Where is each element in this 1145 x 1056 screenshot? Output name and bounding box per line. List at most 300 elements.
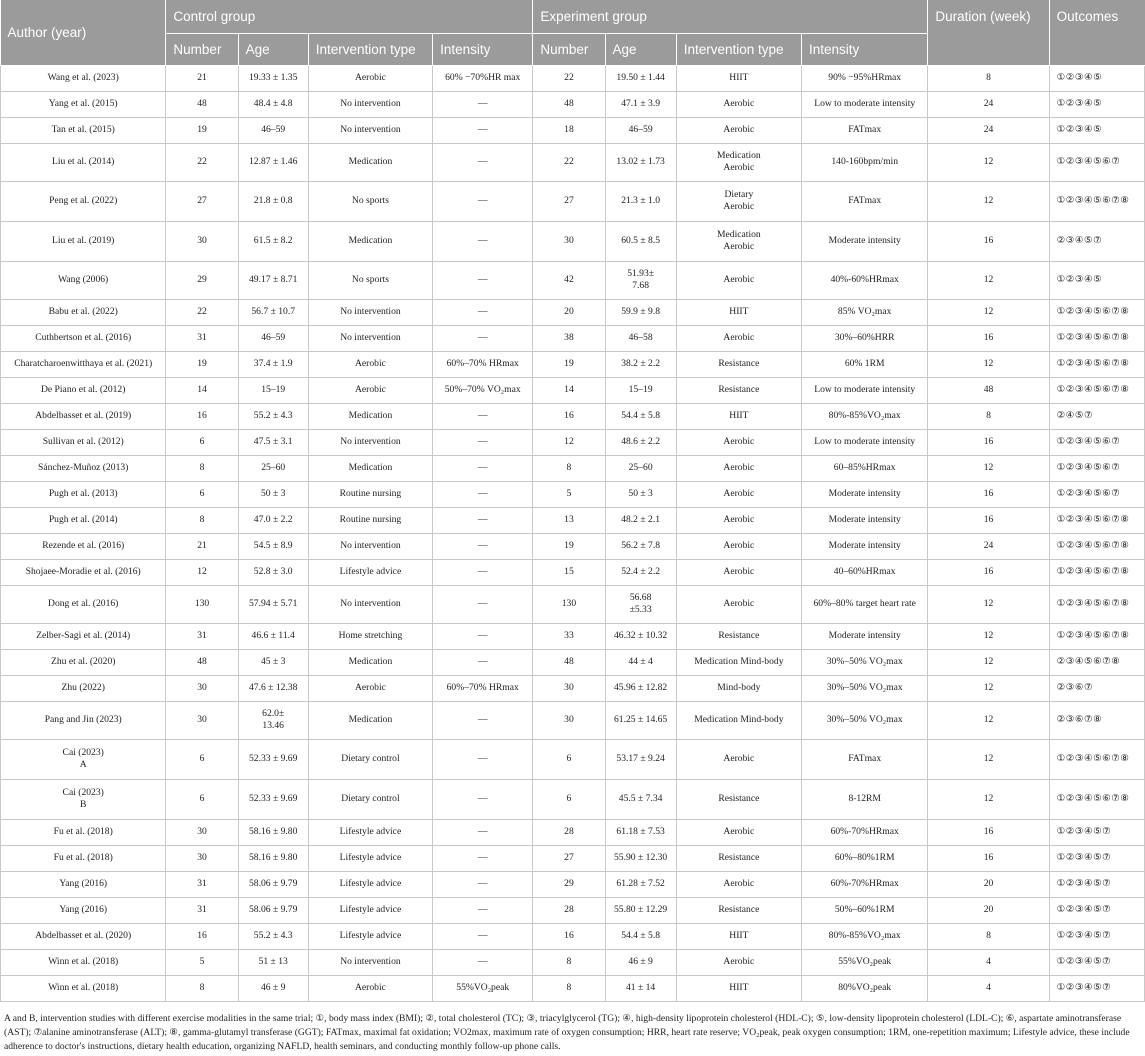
cell-experiment-intensity: 60%-70%HRmax — [802, 819, 928, 845]
cell-control-intensity: — — [433, 403, 533, 429]
cell-outcomes: ①②③④⑤⑥⑦⑧ — [1049, 623, 1144, 649]
cell-experiment-intensity: Moderate intensity — [802, 221, 928, 261]
cell-control-age: 58.16 ± 9.80 — [238, 819, 308, 845]
cell-control-intervention: No intervention — [308, 91, 432, 117]
cell-control-intensity: 60%–70% HRmax — [433, 675, 533, 701]
cell-author: Liu et al. (2019) — [1, 221, 166, 261]
cell-control-intervention: Lifestyle advice — [308, 871, 432, 897]
table-row — [1, 845, 1145, 871]
cell-duration: 16 — [928, 845, 1049, 871]
cell-control-intensity: — — [433, 261, 533, 299]
cell-experiment-intervention: Medication Mind-body — [676, 701, 801, 739]
cell-control-intervention: Medication — [308, 701, 432, 739]
cell-control-intervention: Aerobic — [308, 975, 432, 1001]
cell-author: Zhu et al. (2020) — [1, 649, 166, 675]
cell-experiment-number: 8 — [533, 949, 605, 975]
cell-experiment-age: 56.2 ± 7.8 — [605, 533, 676, 559]
cell-experiment-age: 25–60 — [605, 455, 676, 481]
table-row — [1, 377, 1145, 403]
cell-experiment-intensity: Moderate intensity — [802, 623, 928, 649]
cell-outcomes: ①②③④⑤⑦ — [1049, 949, 1144, 975]
cell-outcomes: ②③⑥⑦ — [1049, 675, 1144, 701]
cell-author: Wang et al. (2023) — [1, 65, 166, 91]
cell-control-intensity: — — [433, 507, 533, 533]
cell-experiment-age: 48.2 ± 2.1 — [605, 507, 676, 533]
table-row — [1, 975, 1145, 1001]
cell-control-intervention: Medication — [308, 221, 432, 261]
table-row — [1, 871, 1145, 897]
cell-experiment-intervention: Medication Mind-body — [676, 649, 801, 675]
header-experiment-number: Number — [533, 33, 605, 65]
table-row — [1, 403, 1145, 429]
cell-author: Yang (2016) — [1, 871, 166, 897]
cell-control-number: 6 — [166, 739, 238, 779]
cell-duration: 16 — [928, 559, 1049, 585]
cell-outcomes: ①②③④⑤⑥⑦ — [1049, 429, 1144, 455]
cell-experiment-number: 6 — [533, 779, 605, 819]
cell-outcomes: ①②③④⑤⑥⑦ — [1049, 481, 1144, 507]
cell-experiment-age: 19.50 ± 1.44 — [605, 65, 676, 91]
cell-experiment-number: 13 — [533, 507, 605, 533]
cell-duration: 24 — [928, 533, 1049, 559]
cell-duration: 16 — [928, 429, 1049, 455]
cell-experiment-age: 56.68 ±5.33 — [605, 585, 676, 623]
cell-experiment-intensity: 40%-60%HRmax — [802, 261, 928, 299]
cell-control-age: 55.2 ± 4.3 — [238, 403, 308, 429]
cell-control-number: 22 — [166, 299, 238, 325]
cell-experiment-number: 27 — [533, 845, 605, 871]
cell-control-age: 58.06 ± 9.79 — [238, 871, 308, 897]
cell-experiment-age: 61.25 ± 14.65 — [605, 701, 676, 739]
table-row — [1, 325, 1145, 351]
header-outcomes: Outcomes — [1049, 0, 1144, 65]
cell-experiment-intensity: 40–60%HRmax — [802, 559, 928, 585]
cell-control-age: 57.94 ± 5.71 — [238, 585, 308, 623]
cell-experiment-age: 47.1 ± 3.9 — [605, 91, 676, 117]
cell-experiment-intervention: HIIT — [676, 299, 801, 325]
cell-control-intensity: — — [433, 585, 533, 623]
cell-duration: 12 — [928, 779, 1049, 819]
cell-outcomes: ①②③④⑤⑦ — [1049, 871, 1144, 897]
cell-experiment-intervention: HIIT — [676, 923, 801, 949]
cell-experiment-intensity: 80%-85%VO₂max — [802, 403, 928, 429]
cell-experiment-number: 22 — [533, 65, 605, 91]
table-row — [1, 91, 1145, 117]
cell-control-intervention: No intervention — [308, 299, 432, 325]
cell-author: Pang and Jin (2023) — [1, 701, 166, 739]
cell-experiment-number: 29 — [533, 871, 605, 897]
cell-outcomes: ①②③④⑤⑦ — [1049, 897, 1144, 923]
cell-experiment-intensity: 60%–80% target heart rate — [802, 585, 928, 623]
cell-control-intensity: — — [433, 299, 533, 325]
cell-experiment-age: 21.3 ± 1.0 — [605, 181, 676, 221]
table-body — [1, 65, 1145, 1001]
cell-outcomes: ①②③④⑤ — [1049, 261, 1144, 299]
cell-experiment-number: 48 — [533, 649, 605, 675]
cell-control-intensity: — — [433, 871, 533, 897]
cell-experiment-number: 15 — [533, 559, 605, 585]
cell-experiment-number: 14 — [533, 377, 605, 403]
cell-control-intervention: Dietary control — [308, 739, 432, 779]
table-row — [1, 559, 1145, 585]
cell-control-intervention: No intervention — [308, 117, 432, 143]
cell-control-age: 55.2 ± 4.3 — [238, 923, 308, 949]
cell-experiment-intervention: Aerobic — [676, 819, 801, 845]
cell-control-age: 56.7 ± 10.7 — [238, 299, 308, 325]
table-row — [1, 649, 1145, 675]
cell-control-number: 16 — [166, 923, 238, 949]
table-row — [1, 923, 1145, 949]
cell-experiment-intensity: 30%–60%HRR — [802, 325, 928, 351]
cell-experiment-number: 38 — [533, 325, 605, 351]
cell-control-intensity: 60%–70% HRmax — [433, 351, 533, 377]
cell-control-intervention: Lifestyle advice — [308, 559, 432, 585]
cell-experiment-intensity: Low to moderate intensity — [802, 91, 928, 117]
cell-outcomes: ①②③④⑤⑥⑦⑧ — [1049, 585, 1144, 623]
cell-control-age: 49.17 ± 8.71 — [238, 261, 308, 299]
cell-experiment-intervention: Aerobic — [676, 261, 801, 299]
cell-experiment-intervention: HIIT — [676, 65, 801, 91]
cell-experiment-age: 46–58 — [605, 325, 676, 351]
cell-experiment-intensity: 8-12RM — [802, 779, 928, 819]
cell-control-age: 61.5 ± 8.2 — [238, 221, 308, 261]
cell-control-age: 25–60 — [238, 455, 308, 481]
table-row — [1, 675, 1145, 701]
header-experiment-age: Age — [605, 33, 676, 65]
cell-experiment-age: 46 ± 9 — [605, 949, 676, 975]
cell-control-intervention: Lifestyle advice — [308, 845, 432, 871]
table-row — [1, 507, 1145, 533]
cell-control-number: 5 — [166, 949, 238, 975]
cell-author: Peng et al. (2022) — [1, 181, 166, 221]
cell-control-number: 21 — [166, 533, 238, 559]
cell-experiment-intensity: Moderate intensity — [802, 533, 928, 559]
cell-author: Pugh et al. (2013) — [1, 481, 166, 507]
cell-experiment-age: 59.9 ± 9.8 — [605, 299, 676, 325]
header-control-age: Age — [238, 33, 308, 65]
table-footnote: A and B, intervention studies with different exercise modalities in the same trial; ①, body mass index (BMI); ②, total cholesterol (TC); ③, triacylglycerol (TG); ④, high-density lipoprotein cholesterol (HDL-C); ⑤, low-density lipoprotein cholesterol (LDL-C); ⑥, aspartate aminotransferase (AST); ⑦alanine aminotransferase (ALT); ⑧, gamma-glutamyl transferase (GGT); FATmax, maximal fat oxidation; VO2max, maximum rate of oxygen consumption; HRR, heart rate reserve; VO₂peak, peak oxygen consumption; 1RM, one-repetition maximum; Lifestyle advice, these include adherence to doctor's instructions, dietary health education, organizing NAFLD, health seminars, and conducting monthly follow-up phone calls. — [4, 1013, 1130, 1052]
cell-control-intervention: Medication — [308, 143, 432, 181]
cell-control-intervention: Aerobic — [308, 675, 432, 701]
cell-control-intensity: 50%–70% VO₂max — [433, 377, 533, 403]
cell-outcomes: ①②③④⑤⑥⑦⑧ — [1049, 299, 1144, 325]
cell-experiment-number: 6 — [533, 739, 605, 779]
cell-experiment-intervention: Resistance — [676, 623, 801, 649]
cell-experiment-intervention: Aerobic — [676, 117, 801, 143]
cell-control-intervention: Routine nursing — [308, 507, 432, 533]
cell-outcomes: ①②③④⑤⑥⑦⑧ — [1049, 533, 1144, 559]
cell-duration: 48 — [928, 377, 1049, 403]
cell-experiment-age: 55.90 ± 12.30 — [605, 845, 676, 871]
cell-author: Tan et al. (2015) — [1, 117, 166, 143]
cell-outcomes: ②③⑥⑦⑧ — [1049, 701, 1144, 739]
cell-experiment-number: 28 — [533, 819, 605, 845]
cell-experiment-number: 8 — [533, 455, 605, 481]
cell-duration: 12 — [928, 455, 1049, 481]
cell-outcomes: ②③④⑤⑥⑦⑧ — [1049, 649, 1144, 675]
cell-duration: 12 — [928, 181, 1049, 221]
cell-outcomes: ①②③④⑤⑥⑦⑧ — [1049, 325, 1144, 351]
cell-experiment-age: 48.6 ± 2.2 — [605, 429, 676, 455]
cell-experiment-intervention: Aerobic — [676, 559, 801, 585]
cell-author: Dong et al. (2016) — [1, 585, 166, 623]
cell-experiment-number: 5 — [533, 481, 605, 507]
cell-duration: 24 — [928, 91, 1049, 117]
cell-duration: 4 — [928, 949, 1049, 975]
cell-control-intensity: — — [433, 779, 533, 819]
cell-control-age: 47.5 ± 3.1 — [238, 429, 308, 455]
cell-duration: 16 — [928, 481, 1049, 507]
cell-control-age: 21.8 ± 0.8 — [238, 181, 308, 221]
cell-control-number: 30 — [166, 701, 238, 739]
cell-experiment-intensity: 80%VO₂peak — [802, 975, 928, 1001]
cell-control-age: 46–59 — [238, 325, 308, 351]
cell-experiment-age: 52.4 ± 2.2 — [605, 559, 676, 585]
cell-control-intensity: — — [433, 739, 533, 779]
cell-experiment-number: 19 — [533, 533, 605, 559]
cell-author: Sullivan et al. (2012) — [1, 429, 166, 455]
cell-experiment-intervention: Medication Aerobic — [676, 221, 801, 261]
cell-experiment-intervention: Aerobic — [676, 585, 801, 623]
cell-experiment-age: 54.4 ± 5.8 — [605, 923, 676, 949]
cell-experiment-age: 60.5 ± 8.5 — [605, 221, 676, 261]
header-control-number: Number — [166, 33, 238, 65]
cell-control-number: 27 — [166, 181, 238, 221]
cell-control-number: 8 — [166, 975, 238, 1001]
header-control-group: Control group — [166, 0, 533, 33]
cell-experiment-number: 27 — [533, 181, 605, 221]
table-row — [1, 779, 1145, 819]
header-control-intervention: Intervention type — [308, 33, 432, 65]
table-row — [1, 739, 1145, 779]
cell-control-number: 6 — [166, 429, 238, 455]
cell-author: Pugh et al. (2014) — [1, 507, 166, 533]
cell-control-age: 52.8 ± 3.0 — [238, 559, 308, 585]
cell-control-number: 14 — [166, 377, 238, 403]
cell-experiment-intervention: Resistance — [676, 779, 801, 819]
cell-experiment-age: 15–19 — [605, 377, 676, 403]
cell-experiment-intervention: HIIT — [676, 403, 801, 429]
cell-control-number: 48 — [166, 649, 238, 675]
cell-experiment-intervention: Aerobic — [676, 949, 801, 975]
cell-author: Cai (2023) A — [1, 739, 166, 779]
cell-experiment-intensity: FATmax — [802, 117, 928, 143]
cell-author: Sánchez-Muñoz (2013) — [1, 455, 166, 481]
cell-control-intervention: No sports — [308, 181, 432, 221]
cell-control-intensity: — — [433, 221, 533, 261]
cell-experiment-number: 18 — [533, 117, 605, 143]
cell-outcomes: ①②③④⑤⑥⑦ — [1049, 143, 1144, 181]
cell-author: Yang (2016) — [1, 897, 166, 923]
cell-control-number: 12 — [166, 559, 238, 585]
cell-outcomes: ①②③④⑤⑥⑦ — [1049, 455, 1144, 481]
cell-outcomes: ①②③④⑤⑥⑦⑧ — [1049, 377, 1144, 403]
table-row — [1, 949, 1145, 975]
cell-control-number: 31 — [166, 623, 238, 649]
cell-experiment-intensity: 90% −95%HRmax — [802, 65, 928, 91]
cell-experiment-intervention: Resistance — [676, 897, 801, 923]
cell-control-age: 15–19 — [238, 377, 308, 403]
cell-experiment-number: 20 — [533, 299, 605, 325]
cell-experiment-intervention: HIIT — [676, 975, 801, 1001]
cell-experiment-number: 19 — [533, 351, 605, 377]
table-row — [1, 897, 1145, 923]
cell-experiment-intensity: FATmax — [802, 739, 928, 779]
table-row — [1, 261, 1145, 299]
cell-outcomes: ①②③④⑤⑥⑦⑧ — [1049, 559, 1144, 585]
cell-duration: 8 — [928, 403, 1049, 429]
cell-outcomes: ①②③④⑤⑥⑦⑧ — [1049, 779, 1144, 819]
header-experiment-group: Experiment group — [533, 0, 928, 33]
cell-control-number: 6 — [166, 779, 238, 819]
cell-control-intervention: Aerobic — [308, 65, 432, 91]
cell-control-age: 46 ± 9 — [238, 975, 308, 1001]
cell-control-number: 8 — [166, 507, 238, 533]
cell-experiment-intervention: Aerobic — [676, 871, 801, 897]
cell-control-number: 19 — [166, 351, 238, 377]
cell-author: Winn et al. (2018) — [1, 975, 166, 1001]
cell-experiment-intensity: 30%–50% VO₂max — [802, 649, 928, 675]
cell-experiment-intervention: Aerobic — [676, 325, 801, 351]
cell-author: Yang et al. (2015) — [1, 91, 166, 117]
cell-control-number: 48 — [166, 91, 238, 117]
cell-control-intensity: — — [433, 117, 533, 143]
cell-control-number: 8 — [166, 455, 238, 481]
cell-duration: 16 — [928, 325, 1049, 351]
cell-author: Fu et al. (2018) — [1, 819, 166, 845]
cell-outcomes: ①②③④⑤⑥⑦⑧ — [1049, 351, 1144, 377]
header-author: Author (year) — [1, 0, 166, 65]
cell-experiment-number: 12 — [533, 429, 605, 455]
cell-control-age: 54.5 ± 8.9 — [238, 533, 308, 559]
cell-author: Shojaee-Moradie et al. (2016) — [1, 559, 166, 585]
cell-duration: 16 — [928, 819, 1049, 845]
cell-outcomes: ①②③④⑤⑥⑦⑧ — [1049, 739, 1144, 779]
cell-control-intervention: Lifestyle advice — [308, 897, 432, 923]
cell-control-intensity: — — [433, 701, 533, 739]
cell-control-intervention: Aerobic — [308, 351, 432, 377]
cell-duration: 12 — [928, 623, 1049, 649]
table-row — [1, 299, 1145, 325]
cell-control-intensity: — — [433, 897, 533, 923]
cell-control-intervention: Lifestyle advice — [308, 923, 432, 949]
cell-duration: 12 — [928, 675, 1049, 701]
cell-control-intervention: No intervention — [308, 325, 432, 351]
cell-duration: 12 — [928, 143, 1049, 181]
cell-control-number: 19 — [166, 117, 238, 143]
cell-outcomes: ①②③④⑤⑦ — [1049, 819, 1144, 845]
cell-experiment-intervention: Aerobic — [676, 533, 801, 559]
cell-experiment-age: 41 ± 14 — [605, 975, 676, 1001]
cell-control-intervention: Lifestyle advice — [308, 819, 432, 845]
cell-outcomes: ①②③④⑤⑥⑦⑧ — [1049, 181, 1144, 221]
cell-control-number: 30 — [166, 221, 238, 261]
cell-experiment-intensity: Low to moderate intensity — [802, 377, 928, 403]
cell-control-number: 16 — [166, 403, 238, 429]
cell-control-number: 22 — [166, 143, 238, 181]
cell-experiment-intensity: 50%–60%1RM — [802, 897, 928, 923]
cell-outcomes: ②③④⑤⑦ — [1049, 221, 1144, 261]
cell-author: Abdelbasset et al. (2019) — [1, 403, 166, 429]
cell-control-intervention: No sports — [308, 261, 432, 299]
cell-duration: 8 — [928, 923, 1049, 949]
cell-author: Zhu (2022) — [1, 675, 166, 701]
cell-control-intensity: — — [433, 845, 533, 871]
table-row — [1, 481, 1145, 507]
cell-control-intensity: — — [433, 533, 533, 559]
cell-author: Babu et al. (2022) — [1, 299, 166, 325]
cell-control-age: 45 ± 3 — [238, 649, 308, 675]
cell-experiment-number: 30 — [533, 675, 605, 701]
table-row — [1, 533, 1145, 559]
cell-duration: 12 — [928, 649, 1049, 675]
cell-experiment-number: 130 — [533, 585, 605, 623]
header-experiment-intensity: Intensity — [802, 33, 928, 65]
cell-experiment-number: 33 — [533, 623, 605, 649]
cell-experiment-number: 16 — [533, 403, 605, 429]
cell-author: Charatcharoenwitthaya et al. (2021) — [1, 351, 166, 377]
cell-experiment-intensity: 60%–80%1RM — [802, 845, 928, 871]
cell-duration: 12 — [928, 351, 1049, 377]
cell-control-age: 50 ± 3 — [238, 481, 308, 507]
cell-control-number: 30 — [166, 675, 238, 701]
cell-control-intensity: — — [433, 91, 533, 117]
cell-control-intensity: — — [433, 559, 533, 585]
cell-experiment-age: 45.96 ± 12.82 — [605, 675, 676, 701]
cell-control-number: 30 — [166, 819, 238, 845]
cell-control-intensity: — — [433, 819, 533, 845]
cell-experiment-intervention: Aerobic — [676, 429, 801, 455]
cell-outcomes: ①②③④⑤⑥⑦⑧ — [1049, 507, 1144, 533]
cell-experiment-number: 16 — [533, 923, 605, 949]
cell-author: Zelber-Sagi et al. (2014) — [1, 623, 166, 649]
cell-experiment-age: 51.93± 7.68 — [605, 261, 676, 299]
cell-experiment-age: 44 ± 4 — [605, 649, 676, 675]
cell-control-intensity: — — [433, 649, 533, 675]
cell-duration: 12 — [928, 585, 1049, 623]
cell-author: Cuthbertson et al. (2016) — [1, 325, 166, 351]
cell-control-intervention: No intervention — [308, 429, 432, 455]
cell-experiment-age: 54.4 ± 5.8 — [605, 403, 676, 429]
cell-author: Wang (2006) — [1, 261, 166, 299]
cell-duration: 16 — [928, 221, 1049, 261]
cell-outcomes: ①②③④⑤⑦ — [1049, 845, 1144, 871]
cell-experiment-intervention: Aerobic — [676, 739, 801, 779]
cell-control-age: 51 ± 13 — [238, 949, 308, 975]
cell-duration: 12 — [928, 299, 1049, 325]
cell-control-age: 47.0 ± 2.2 — [238, 507, 308, 533]
cell-control-number: 31 — [166, 325, 238, 351]
cell-control-age: 46.6 ± 11.4 — [238, 623, 308, 649]
cell-control-number: 30 — [166, 845, 238, 871]
cell-experiment-intensity: 30%–50% VO₂max — [802, 701, 928, 739]
cell-control-number: 130 — [166, 585, 238, 623]
cell-control-age: 37.4 ± 1.9 — [238, 351, 308, 377]
cell-control-intensity: — — [433, 143, 533, 181]
cell-duration: 16 — [928, 507, 1049, 533]
cell-experiment-intensity: Moderate intensity — [802, 507, 928, 533]
cell-experiment-number: 42 — [533, 261, 605, 299]
cell-experiment-age: 46–59 — [605, 117, 676, 143]
table-row — [1, 429, 1145, 455]
cell-outcomes: ①②③④⑤⑦ — [1049, 975, 1144, 1001]
cell-outcomes: ①②③④⑤⑦ — [1049, 923, 1144, 949]
cell-experiment-age: 61.28 ± 7.52 — [605, 871, 676, 897]
cell-experiment-number: 30 — [533, 221, 605, 261]
cell-outcomes: ②④⑤⑦ — [1049, 403, 1144, 429]
cell-experiment-number: 28 — [533, 897, 605, 923]
cell-control-intensity: — — [433, 481, 533, 507]
